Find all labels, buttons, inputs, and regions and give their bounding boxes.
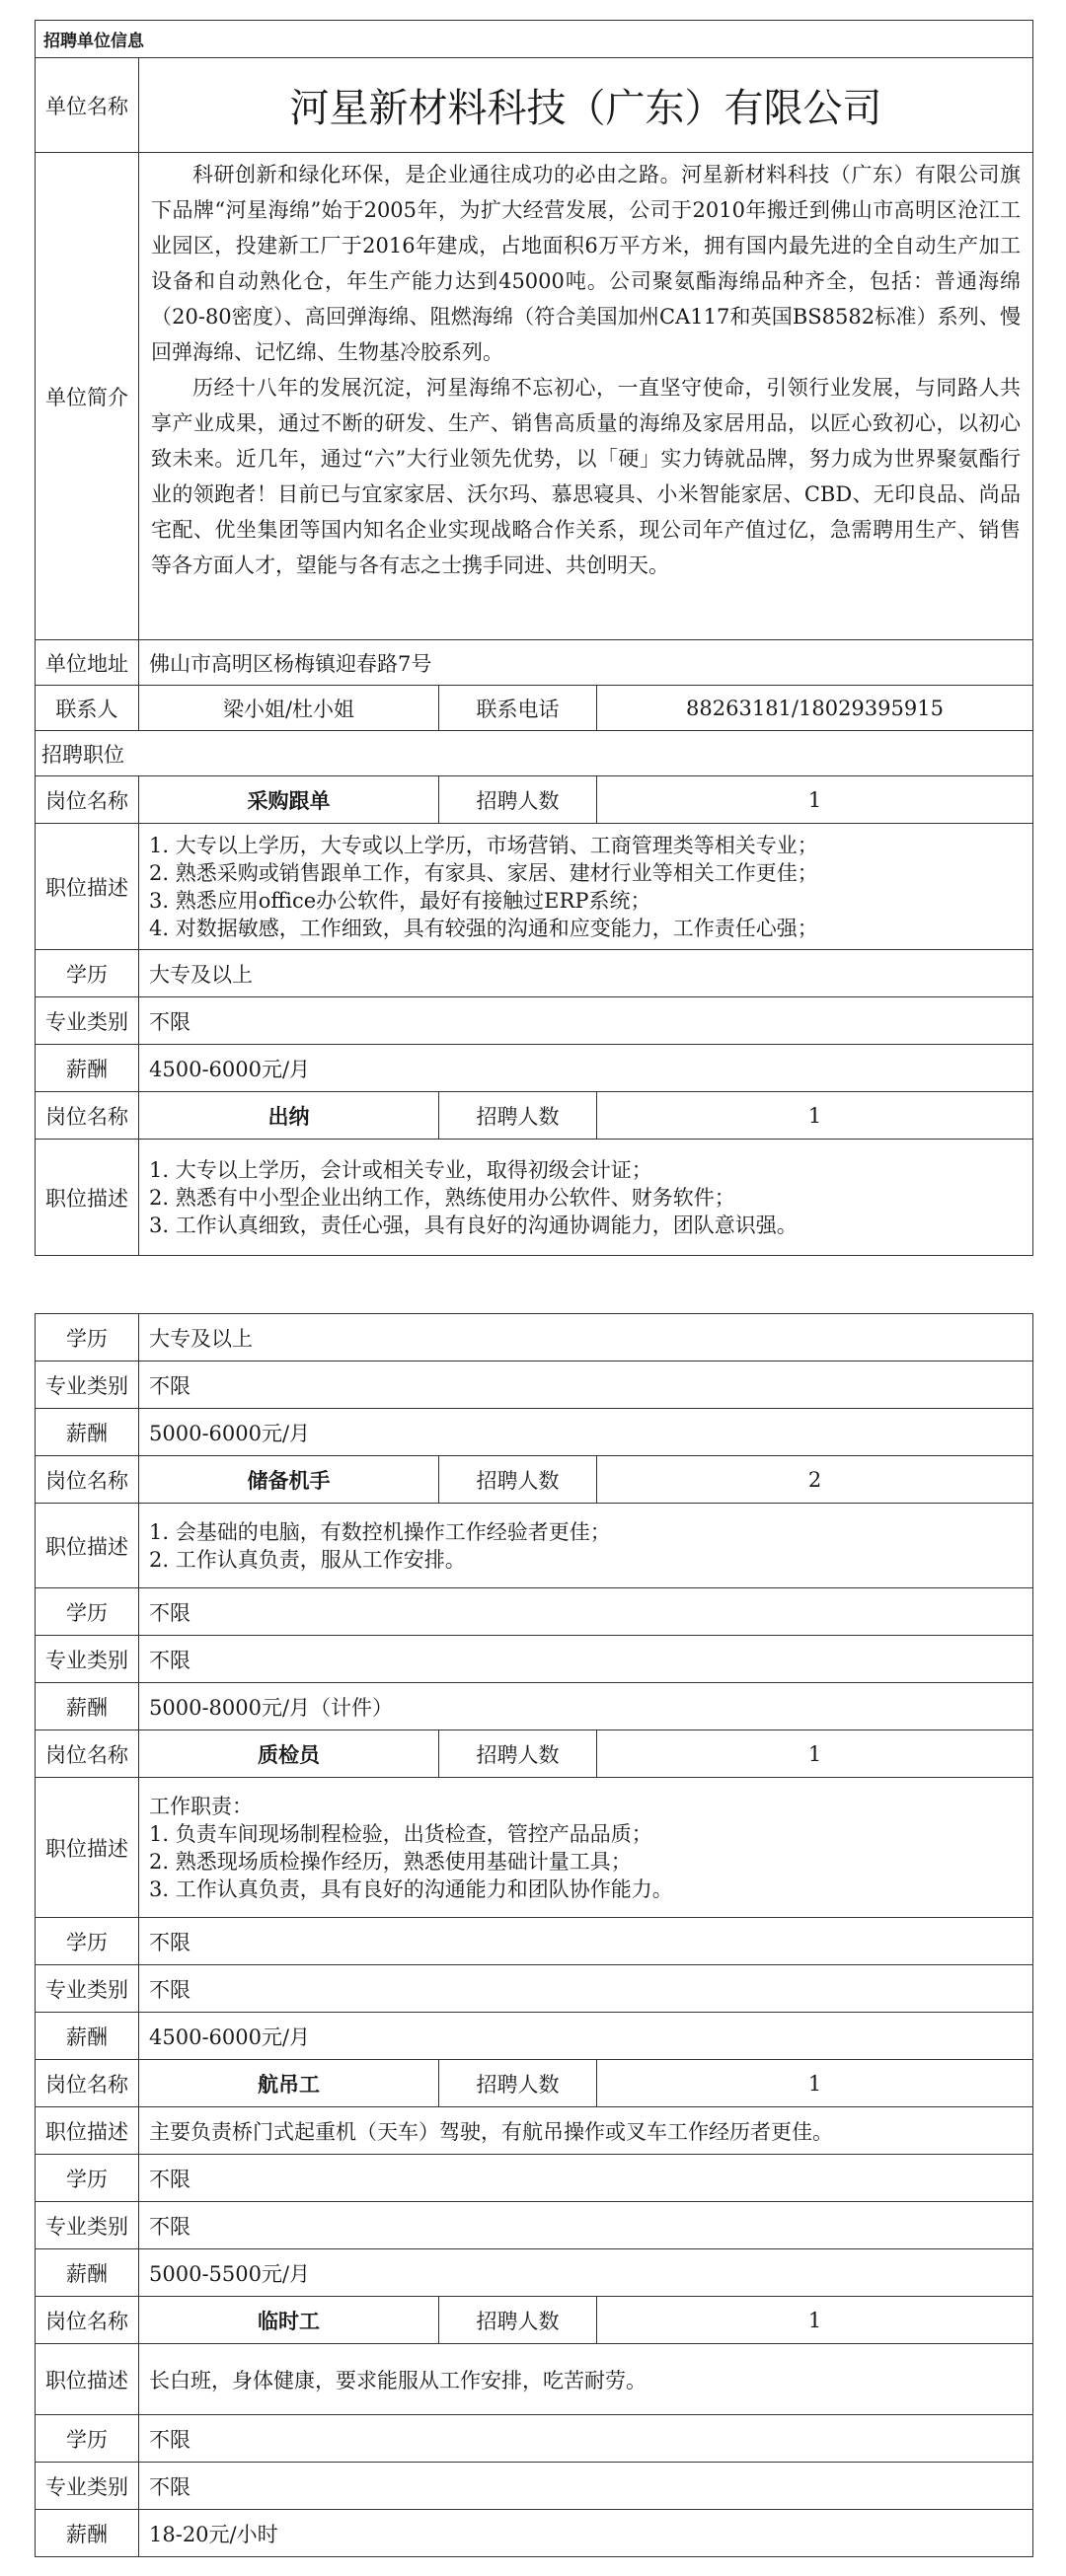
major-label: 专业类别 bbox=[36, 1636, 139, 1683]
description-label: 职位描述 bbox=[36, 1140, 139, 1256]
major-row bbox=[36, 2463, 1033, 2510]
education-label: 学历 bbox=[36, 950, 139, 997]
major-label: 专业类别 bbox=[36, 1965, 139, 2013]
salary-label: 薪酬 bbox=[36, 2510, 139, 2557]
job-title-row bbox=[36, 1092, 1033, 1140]
education-label: 学历 bbox=[36, 1588, 139, 1636]
job-desc-line: 长白班，身体健康，要求能服从工作安排，吃苦耐劳。 bbox=[139, 2344, 1033, 2415]
job-desc-line: 2. 熟悉采购或销售跟单工作，有家具、家居、建材行业等相关工作更佳； bbox=[149, 860, 818, 885]
description-label: 职位描述 bbox=[36, 2107, 139, 2155]
phone-value: 88263181/18029395915 bbox=[597, 686, 1033, 731]
job-desc-line: 1. 负责车间现场制程检验，出货检查，管控产品品质； bbox=[149, 1821, 652, 1846]
job-salary: 4500-6000元/月 bbox=[139, 2013, 1033, 2060]
job-desc-row bbox=[36, 2107, 1033, 2155]
job-major: 不限 bbox=[139, 1362, 1033, 1409]
job-count: 2 bbox=[597, 1456, 1033, 1504]
job-major: 不限 bbox=[139, 2463, 1033, 2510]
education-row bbox=[36, 1588, 1033, 1636]
headcount-label: 招聘人数 bbox=[439, 1456, 597, 1504]
headcount-label: 招聘人数 bbox=[439, 2297, 597, 2344]
job-education: 不限 bbox=[139, 2415, 1033, 2463]
job-desc-line: 3. 工作认真细致，责任心强，具有良好的沟通协调能力，团队意识强。 bbox=[149, 1213, 798, 1237]
job-name: 临时工 bbox=[139, 2297, 439, 2344]
job-title-row bbox=[36, 2060, 1033, 2107]
salary-label: 薪酬 bbox=[36, 2249, 139, 2297]
education-row bbox=[36, 1314, 1033, 1362]
job-salary: 5000-5500元/月 bbox=[139, 2249, 1033, 2297]
position-name-label: 岗位名称 bbox=[36, 2297, 139, 2344]
job-desc-line: 1. 大专以上学历，大专或以上学历，市场营销、工商管理类等相关专业； bbox=[149, 833, 818, 857]
major-row bbox=[36, 2202, 1033, 2249]
job-count: 1 bbox=[597, 2060, 1033, 2107]
salary-row bbox=[36, 2510, 1033, 2557]
major-label: 专业类别 bbox=[36, 2202, 139, 2249]
job-desc-line: 4. 对数据敏感，工作细致，具有较强的沟通和应变能力，工作责任心强； bbox=[149, 916, 818, 940]
job-name: 储备机手 bbox=[139, 1456, 439, 1504]
salary-row bbox=[36, 1409, 1033, 1456]
job-title-row bbox=[36, 1456, 1033, 1504]
education-row bbox=[36, 2155, 1033, 2202]
job-desc-line: 1. 大专以上学历，会计或相关专业，取得初级会计证； bbox=[149, 1157, 652, 1182]
job-desc bbox=[139, 824, 1033, 950]
phone-label: 联系电话 bbox=[439, 686, 597, 731]
job-education: 大专及以上 bbox=[139, 950, 1033, 997]
positions-header: 招聘职位 bbox=[36, 731, 1033, 776]
position-name-label: 岗位名称 bbox=[36, 1730, 139, 1778]
job-desc-row bbox=[36, 1140, 1033, 1256]
job-desc-line: 2. 熟悉现场质检操作经历，熟悉使用基础计量工具； bbox=[149, 1849, 632, 1874]
job-name: 航吊工 bbox=[139, 2060, 439, 2107]
job-education: 不限 bbox=[139, 1588, 1033, 1636]
job-count: 1 bbox=[597, 776, 1033, 824]
job-desc-row bbox=[36, 2344, 1033, 2415]
salary-label: 薪酬 bbox=[36, 1045, 139, 1092]
education-label: 学历 bbox=[36, 1918, 139, 1965]
major-row bbox=[36, 1965, 1033, 2013]
job-education: 不限 bbox=[139, 1918, 1033, 1965]
salary-label: 薪酬 bbox=[36, 1683, 139, 1730]
salary-label: 薪酬 bbox=[36, 1409, 139, 1456]
section-header: 招聘单位信息 bbox=[36, 21, 1033, 58]
job-major: 不限 bbox=[139, 997, 1033, 1045]
company-name-label: 单位名称 bbox=[36, 58, 139, 153]
headcount-label: 招聘人数 bbox=[439, 776, 597, 824]
job-major: 不限 bbox=[139, 1636, 1033, 1683]
job-desc-line: 1. 会基础的电脑，有数控机操作工作经验者更佳； bbox=[149, 1519, 611, 1544]
job-education: 不限 bbox=[139, 2155, 1033, 2202]
position-name-label: 岗位名称 bbox=[36, 1092, 139, 1140]
education-row bbox=[36, 950, 1033, 997]
salary-row bbox=[36, 1045, 1033, 1092]
description-label: 职位描述 bbox=[36, 824, 139, 950]
job-salary: 5000-6000元/月 bbox=[139, 1409, 1033, 1456]
address-row bbox=[36, 640, 1033, 686]
company-intro-row bbox=[36, 153, 1033, 640]
position-name-label: 岗位名称 bbox=[36, 2060, 139, 2107]
company-intro bbox=[139, 153, 1033, 640]
job-desc-line: 工作职责： bbox=[149, 1794, 253, 1818]
headcount-label: 招聘人数 bbox=[439, 2060, 597, 2107]
major-label: 专业类别 bbox=[36, 1362, 139, 1409]
job-name: 质检员 bbox=[139, 1730, 439, 1778]
intro-paragraph-2: 历经十八年的发展沉淀，河星海绵不忘初心，一直坚守使命，引领行业发展，与同路人共享产业成果，通过不断的研发、生产、销售高质量的海绵及家居用品，以匠心致初心，以初心致未来。近几年，通过“六”大行业领先优势，以「硬」实力铸就品牌，努力成为世界聚氨酯行业的领跑者！目前已与宜家家居、沃尔玛、慕思寝具、小米智能家居、CBD、无印良品、尚品宅配、优坐集团等国内知名企业实现战略合作关系，现公司年产值过亿，急需聘用生产、销售等各方面人才，望能与各有志之士携手同进、共创明天。 bbox=[151, 376, 1021, 577]
position-name-label: 岗位名称 bbox=[36, 776, 139, 824]
headcount-label: 招聘人数 bbox=[439, 1730, 597, 1778]
education-row bbox=[36, 2415, 1033, 2463]
major-row bbox=[36, 997, 1033, 1045]
job-count: 1 bbox=[597, 2297, 1033, 2344]
company-name: 河星新材料科技（广东）有限公司 bbox=[139, 58, 1033, 153]
job-desc-row bbox=[36, 1778, 1033, 1918]
job-education: 大专及以上 bbox=[139, 1314, 1033, 1362]
recruitment-table-part2 bbox=[35, 1313, 1033, 2557]
address-value: 佛山市高明区杨梅镇迎春路7号 bbox=[139, 640, 1033, 686]
job-desc bbox=[139, 1504, 1033, 1588]
job-major: 不限 bbox=[139, 1965, 1033, 2013]
header-row bbox=[36, 21, 1033, 58]
address-label: 单位地址 bbox=[36, 640, 139, 686]
job-salary: 4500-6000元/月 bbox=[139, 1045, 1033, 1092]
job-desc bbox=[139, 1140, 1033, 1256]
job-desc-line: 主要负责桥门式起重机（天车）驾驶，有航吊操作或叉车工作经历者更佳。 bbox=[139, 2107, 1033, 2155]
job-count: 1 bbox=[597, 1092, 1033, 1140]
job-title-row bbox=[36, 776, 1033, 824]
major-row bbox=[36, 1362, 1033, 1409]
job-desc bbox=[139, 1778, 1033, 1918]
description-label: 职位描述 bbox=[36, 1504, 139, 1588]
position-name-label: 岗位名称 bbox=[36, 1456, 139, 1504]
salary-label: 薪酬 bbox=[36, 2013, 139, 2060]
contact-label: 联系人 bbox=[36, 686, 139, 731]
description-label: 职位描述 bbox=[36, 1778, 139, 1918]
intro-paragraph-1: 科研创新和绿化环保，是企业通往成功的必由之路。河星新材料科技（广东）有限公司旗下品牌“河星海绵”始于2005年，为扩大经营发展，公司于2010年搬迁到佛山市高明区沧江工业园区，投建新工厂于2016年建成，占地面积6万平方米，拥有国内最先进的全自动生产加工设备和自动熟化仓，年生产能力达到45000吨。公司聚氨酯海绵品种齐全，包括：普通海绵（20-80密度）、高回弹海绵、阻燃海绵（符合美国加州CA117和英国BS8582标准）系列、慢回弹海绵、记忆绵、生物基冷胶系列。 bbox=[151, 163, 1021, 364]
major-label: 专业类别 bbox=[36, 2463, 139, 2510]
company-name-row bbox=[36, 58, 1033, 153]
contact-row bbox=[36, 686, 1033, 731]
job-desc-line: 2. 熟悉有中小型企业出纳工作，熟练使用办公软件、财务软件； bbox=[149, 1185, 735, 1210]
salary-row bbox=[36, 2249, 1033, 2297]
education-label: 学历 bbox=[36, 1314, 139, 1362]
job-count: 1 bbox=[597, 1730, 1033, 1778]
job-desc-row bbox=[36, 1504, 1033, 1588]
job-title-row bbox=[36, 1730, 1033, 1778]
job-salary: 18-20元/小时 bbox=[139, 2510, 1033, 2557]
company-intro-label: 单位简介 bbox=[36, 153, 139, 640]
education-label: 学历 bbox=[36, 2415, 139, 2463]
job-salary: 5000-8000元/月（计件） bbox=[139, 1683, 1033, 1730]
job-desc-row bbox=[36, 824, 1033, 950]
salary-row bbox=[36, 1683, 1033, 1730]
contact-value: 梁小姐/杜小姐 bbox=[139, 686, 439, 731]
job-name: 采购跟单 bbox=[139, 776, 439, 824]
recruitment-table-part1 bbox=[35, 20, 1033, 1256]
description-label: 职位描述 bbox=[36, 2344, 139, 2415]
education-label: 学历 bbox=[36, 2155, 139, 2202]
job-desc-line: 2. 工作认真负责，服从工作安排。 bbox=[149, 1547, 466, 1572]
job-name: 出纳 bbox=[139, 1092, 439, 1140]
positions-header-row bbox=[36, 731, 1033, 776]
education-row bbox=[36, 1918, 1033, 1965]
job-title-row bbox=[36, 2297, 1033, 2344]
job-desc-line: 3. 工作认真负责，具有良好的沟通能力和团队协作能力。 bbox=[149, 1877, 673, 1901]
major-row bbox=[36, 1636, 1033, 1683]
job-desc-line: 3. 熟悉应用office办公软件，最好有接触过ERP系统； bbox=[149, 888, 651, 913]
salary-row bbox=[36, 2013, 1033, 2060]
job-major: 不限 bbox=[139, 2202, 1033, 2249]
headcount-label: 招聘人数 bbox=[439, 1092, 597, 1140]
major-label: 专业类别 bbox=[36, 997, 139, 1045]
